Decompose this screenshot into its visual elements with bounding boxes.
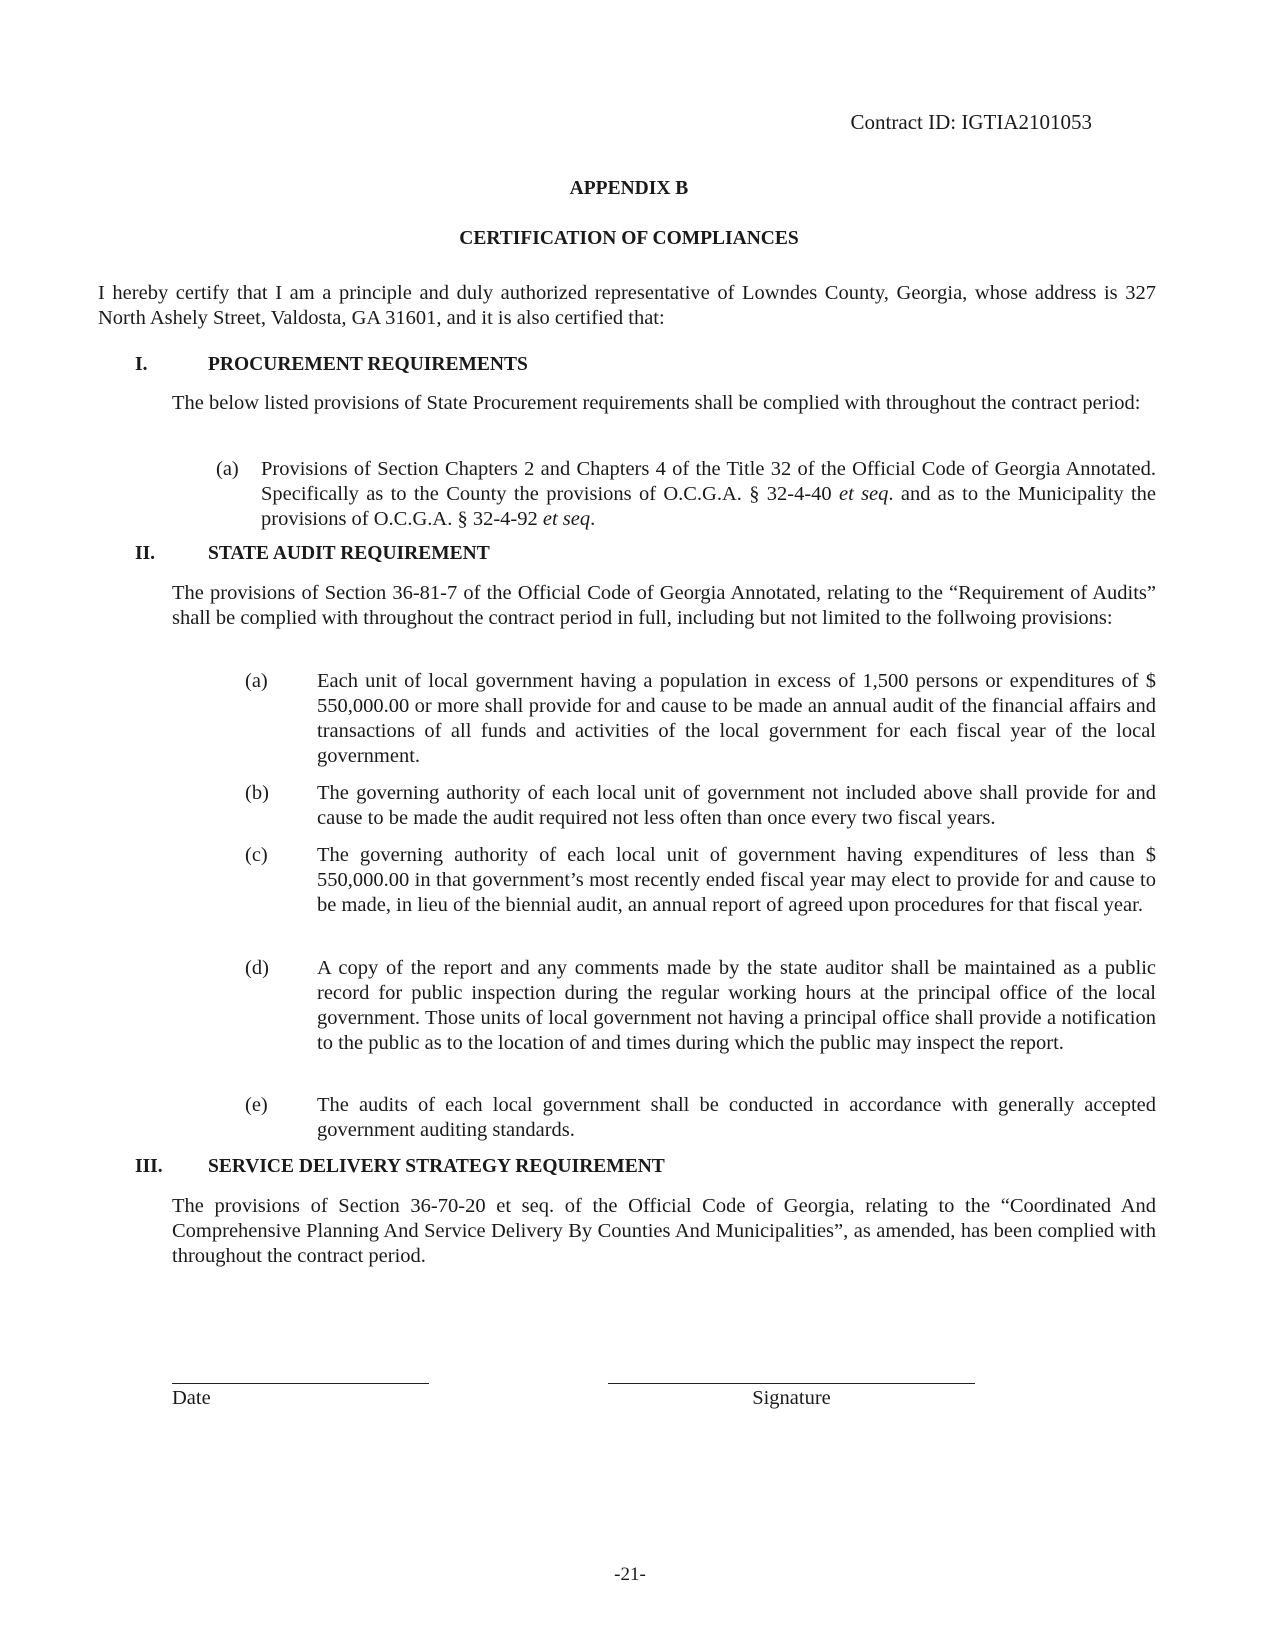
section-3-title: SERVICE DELIVERY STRATEGY REQUIREMENT — [208, 1156, 665, 1177]
page-number: -21- — [614, 1564, 646, 1585]
section-2-item-a-label: (a) — [245, 670, 268, 692]
item-text-segment: . and as to the Municipality the provisions of O.C.G.A. § 32-4-92 — [261, 483, 1156, 530]
section-2-number: II. — [135, 543, 156, 564]
section-2-item-e-label: (e) — [245, 1094, 268, 1116]
italic-et-seq: et seq — [542, 508, 591, 530]
italic-et-seq: et seq — [838, 483, 889, 505]
signature-line[interactable] — [608, 1383, 975, 1384]
item-text-segment: . — [590, 508, 596, 530]
section-2-item-b-label: (b) — [245, 782, 269, 804]
appendix-title: APPENDIX B — [569, 178, 689, 199]
section-1-number: I. — [135, 354, 148, 375]
intro-paragraph: I hereby certify that I am a principle and duly authorized representative of Lowndes County, Georgia, whose address is 327 North Ashely Street, Valdosta, GA 31601, and it is also certified that: — [98, 282, 1156, 329]
section-2-item-d-label: (d) — [245, 957, 269, 979]
signature-label: Signature — [752, 1387, 831, 1409]
section-2-title: STATE AUDIT REQUIREMENT — [208, 543, 490, 564]
item-text-segment: Provisions of Section Chapters 2 and Chapters 4 of the Title 32 of the Official Code of Georgia Annotated. Specifically as to the County the provisions of O.C.G.A. § 32-4-40 — [261, 458, 1156, 505]
section-1-title: PROCUREMENT REQUIREMENTS — [208, 354, 528, 375]
document-title: CERTIFICATION OF COMPLIANCES — [459, 228, 799, 249]
section-2-item-c-text: The governing authority of each local unit of government having expenditures of less than $ 550,000.00 in that government’s most recently ended fiscal year may elect to provide for and cause to be made, in lieu of the biennial audit, an annual report of agreed upon procedures for that fiscal year. — [317, 844, 1156, 916]
section-1-item-a-text — [261, 457, 1156, 532]
date-line[interactable] — [172, 1383, 429, 1384]
section-1-item-a-label: (a) — [216, 458, 239, 480]
section-3-paragraph: The provisions of Section 36-70-20 et seq. of the Official Code of Georgia, relating to the “Coordinated And Comprehensive Planning And Service Delivery By Counties And Municipalities”, as amended, has been complied with throughout the contract period. — [172, 1195, 1156, 1267]
section-2-item-e-text: The audits of each local government shall be conducted in accordance with generally accepted government auditing standards. — [317, 1094, 1156, 1141]
section-2-item-d-text: A copy of the report and any comments made by the state auditor shall be maintained as a public record for public inspection during the regular working hours at the principal office of the local government. Those units of local government not having a principal office shall provide a notification to the public as to the location of and times during which the public may inspect the report. — [317, 957, 1156, 1054]
section-2-item-a-text: Each unit of local government having a population in excess of 1,500 persons or expenditures of $ 550,000.00 or more shall provide for and cause to be made an annual audit of the financial affairs and transactions of all funds and activities of the local government for each fiscal year of the local government. — [317, 670, 1156, 767]
section-2-item-b-text: The governing authority of each local unit of government not included above shall provide for and cause to be made the audit required not less often than once every two fiscal years. — [317, 782, 1156, 829]
section-1-paragraph: The below listed provisions of State Procurement requirements shall be complied with throughout the contract period: — [172, 392, 1141, 414]
section-3-number: III. — [135, 1156, 163, 1177]
section-2-item-c-label: (c) — [245, 844, 268, 866]
contract-id: Contract ID: IGTIA2101053 — [850, 110, 1092, 134]
date-label: Date — [172, 1387, 211, 1409]
section-2-paragraph: The provisions of Section 36-81-7 of the Official Code of Georgia Annotated, relating to the “Requirement of Audits” shall be complied with throughout the contract period in full, including but not limited to the follwoing provisions: — [172, 582, 1156, 629]
